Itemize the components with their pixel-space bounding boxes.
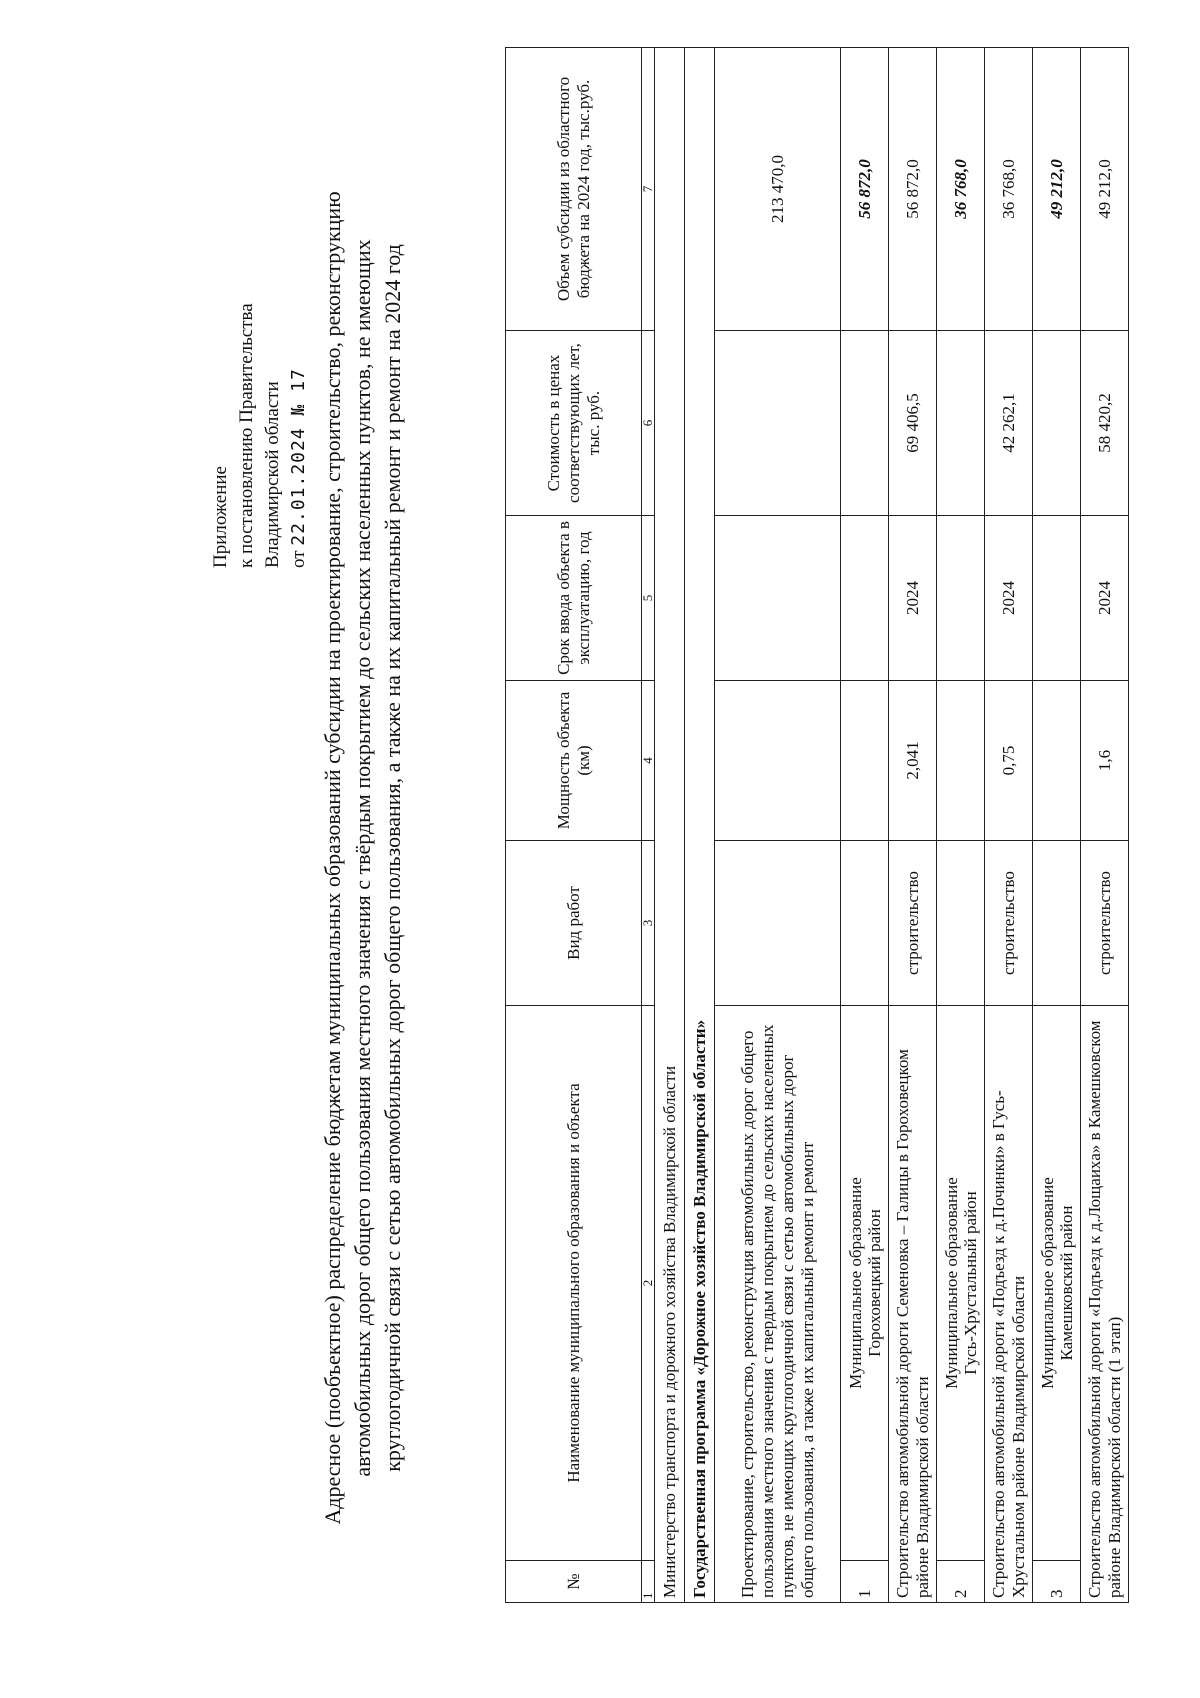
object-cost: 42 262,1 (985, 331, 1033, 516)
header-commission-year: Срок ввода объекта в эксплуатацию, год (506, 516, 642, 681)
municipality-row (841, 48, 889, 1603)
header-subsidy: Объем субсидии из областного бюджета на 2024 год, тыс.руб. (506, 48, 642, 331)
column-number-row (642, 48, 655, 1603)
column-number: 2 (642, 1006, 655, 1561)
municipality-district: Гороховецкий район (864, 1209, 884, 1357)
object-row (985, 48, 1033, 1603)
header-work-type: Вид работ (506, 841, 642, 1006)
object-capacity: 1,6 (1081, 681, 1129, 841)
header-num: № (506, 1561, 642, 1603)
municipality-name (937, 1006, 985, 1561)
direction-row (715, 48, 841, 1603)
subsidy-table (505, 47, 1129, 1603)
direction-text: Проектирование, строительство, реконструкция автомобильных дорог общего пользования местного значения с твердым покрытием до сельских населенных пунктов, не имеющих круглогодичной связи с сетью автомобильных дорог общего пользования, а также их капитальный ремонт и ремонт (715, 1006, 841, 1603)
municipality-subsidy: 56 872,0 (841, 48, 889, 331)
program-name: Государственная программа «Дорожное хозяйство Владимирской области» (685, 48, 715, 1603)
municipality-row (937, 48, 985, 1603)
empty-cell (841, 331, 889, 516)
column-number: 4 (642, 681, 655, 841)
direction-empty-cell (715, 516, 841, 681)
empty-cell (1033, 841, 1081, 1006)
appendix-date-prefix: от (288, 550, 309, 568)
municipality-name (841, 1006, 889, 1561)
column-number: 3 (642, 841, 655, 1006)
municipality-label: Муниципальное образование (1037, 1177, 1057, 1389)
direction-empty-cell (715, 841, 841, 1006)
object-subsidy: 36 768,0 (985, 48, 1033, 331)
column-number: 1 (642, 1561, 655, 1603)
municipality-num: 3 (1033, 1561, 1081, 1603)
object-name: Строительство автомобильной дороги «Подъезд к д.Лощаиха» в Камешковском районе Владимирской области (1 этап) (1081, 1006, 1129, 1603)
municipality-num: 2 (937, 1561, 985, 1603)
object-row (1081, 48, 1129, 1603)
appendix-date-number: 22.01.2024 № 17 (288, 368, 309, 546)
table-header-row (506, 48, 642, 1603)
column-number: 6 (642, 331, 655, 516)
program-row (685, 48, 715, 1603)
object-work-type: строительство (889, 841, 937, 1006)
object-year: 2024 (1081, 516, 1129, 681)
ministry-row (655, 48, 685, 1603)
appendix-region-line: Владимирской области (262, 381, 283, 568)
object-cost: 58 420,2 (1081, 331, 1129, 516)
object-name: Строительство автомобильной дороги Семеновка – Галицы в Гороховецком районе Владимирской области (889, 1006, 937, 1603)
empty-cell (937, 331, 985, 516)
object-row (889, 48, 937, 1603)
object-subsidy: 49 212,0 (1081, 48, 1129, 331)
object-year: 2024 (889, 516, 937, 681)
object-year: 2024 (985, 516, 1033, 681)
empty-cell (1033, 681, 1081, 841)
header-cost: Стоимость в ценах соответствующих лет, тыс. руб. (506, 331, 642, 516)
direction-subsidy: 213 470,0 (715, 48, 841, 331)
object-capacity: 0,75 (985, 681, 1033, 841)
empty-cell (937, 841, 985, 1006)
municipality-subsidy: 36 768,0 (937, 48, 985, 331)
appendix-block (208, 48, 312, 568)
empty-cell (841, 516, 889, 681)
municipality-name (1033, 1006, 1081, 1561)
empty-cell (1033, 516, 1081, 681)
municipality-row (1033, 48, 1081, 1603)
direction-empty-cell (715, 331, 841, 516)
column-number: 7 (642, 48, 655, 331)
appendix-date-line (286, 48, 312, 568)
appendix-title: Приложение (210, 466, 231, 568)
municipality-label: Муниципальное образование (845, 1177, 865, 1389)
header-capacity: Мощность объекта (км) (506, 681, 642, 841)
appendix-resolution-line: к постановлению Правительства (236, 303, 257, 568)
direction-empty-cell (715, 681, 841, 841)
municipality-num: 1 (841, 1561, 889, 1603)
municipality-district: Камешковский район (1056, 1205, 1076, 1361)
empty-cell (841, 681, 889, 841)
object-work-type: строительство (1081, 841, 1129, 1006)
object-name: Строительство автомобильной дороги «Подъезд к д.Починки» в Гусь-Хрустальном районе Владимирской области (985, 1006, 1033, 1603)
empty-cell (937, 681, 985, 841)
object-cost: 69 406,5 (889, 331, 937, 516)
municipality-label: Муниципальное образование (941, 1177, 961, 1389)
municipality-subsidy: 49 212,0 (1033, 48, 1081, 331)
column-number: 5 (642, 516, 655, 681)
municipality-district: Гусь-Хрустальный район (960, 1191, 980, 1375)
document-title: Адресное (пообъектное) распределение бюджетам муниципальных образований субсидии на проектирование, строительство, реконструкцию автомобильных дорог общего пользования местного значения с твёрдым покрытием до сельских населенных пунктов, не имеющих круглогодичной связи с сетью автомобильных дорог общего пользования, а также на их капитальный ремонт и ремонт на 2024 год (320, 191, 405, 1525)
object-subsidy: 56 872,0 (889, 48, 937, 331)
object-work-type: строительство (985, 841, 1033, 1006)
empty-cell (937, 516, 985, 681)
header-name: Наименование муниципального образования и объекта (506, 1006, 642, 1561)
object-capacity: 2,041 (889, 681, 937, 841)
ministry-name: Министерство транспорта и дорожного хозяйства Владимирской области (655, 48, 685, 1603)
empty-cell (1033, 331, 1081, 516)
empty-cell (841, 841, 889, 1006)
